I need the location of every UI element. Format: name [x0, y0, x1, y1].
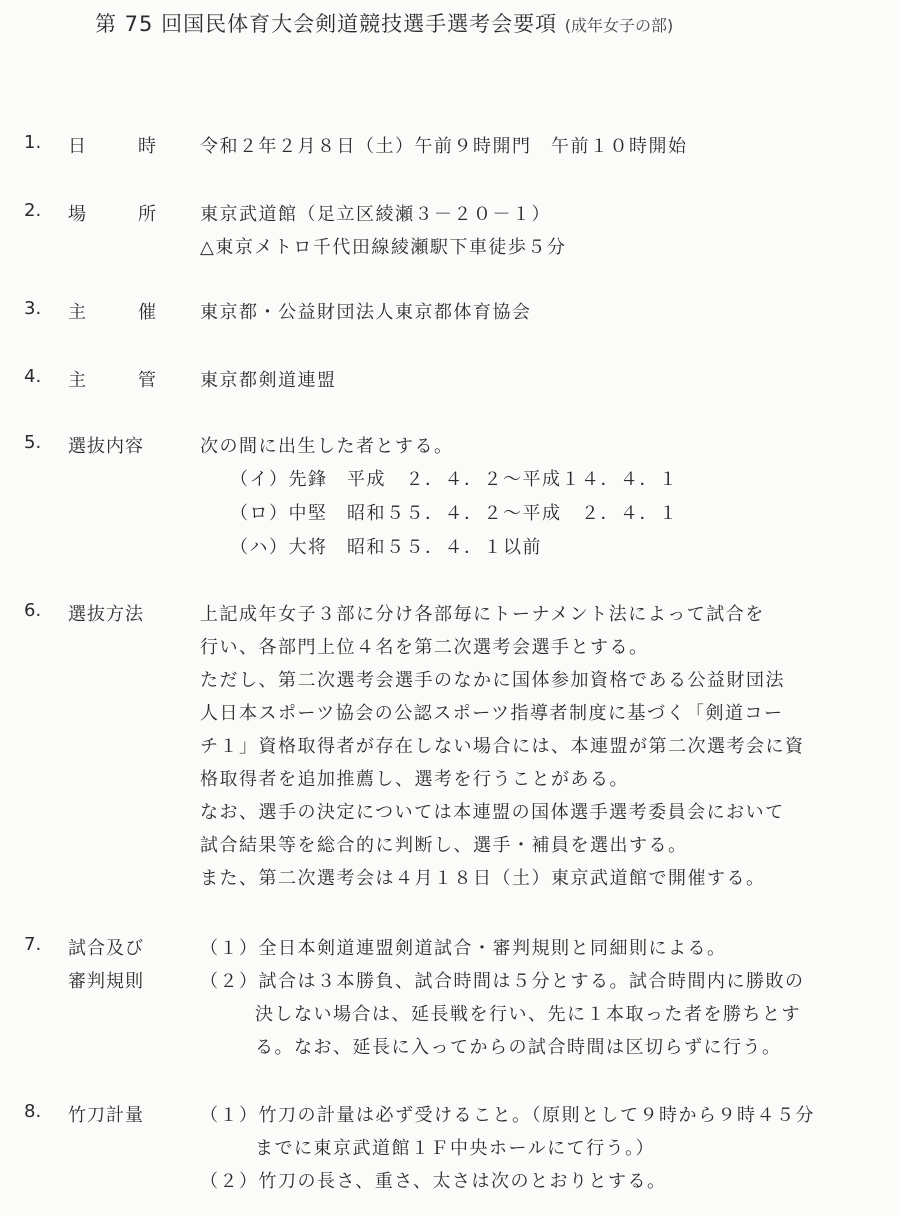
section-6-line: 試合結果等を総合的に判断し、選手・補員を選出する。: [200, 835, 688, 856]
section-7-line: （１）全日本剣道連盟剣道試合・審判規則と同細則による。: [200, 938, 727, 959]
section-5-number: 5.: [24, 432, 42, 453]
title-main: 第 75 回国民体育大会剣道競技選手選考会要項: [95, 12, 558, 36]
section-2-line: 東京武道館（足立区綾瀬３－２０－１）: [200, 204, 551, 225]
section-7-line: （２）試合は３本勝負、試合時間は５分とする。試合時間内に勝敗の: [200, 971, 805, 992]
section-6-line: ただし、第二次選考会選手のなかに国体参加資格である公益財団法: [200, 670, 785, 691]
section-7-number: 7.: [24, 934, 42, 955]
section-2-label: 場 所: [68, 204, 156, 225]
section-7-line: 決しない場合は、延長戦を行い、先に１本取った者を勝ちとす: [255, 1004, 801, 1025]
section-6-line: また、第二次選考会は４月１８日（土）東京武道館で開催する。: [200, 868, 766, 889]
section-7-label: 試合及び: [68, 938, 144, 959]
section-7-label: 審判規則: [68, 971, 144, 992]
section-6-line: なお、選手の決定については本連盟の国体選手選考委員会において: [200, 802, 785, 823]
section-4-label: 主 管: [68, 370, 156, 391]
title-subtitle: (成年女子の部): [564, 16, 674, 35]
section-6-line: 人日本スポーツ協会の公認スポーツ指導者制度に基づく「剣道コー: [200, 703, 784, 724]
section-6-line: 上記成年女子３部に分け各部毎にトーナメント法によって試合を: [200, 604, 765, 625]
section-8-label: 竹刀計量: [68, 1105, 144, 1126]
section-5-item: （イ）先鋒 平成 ２．４．２～平成１４．４．１: [230, 469, 679, 490]
section-6-number: 6.: [24, 600, 42, 621]
section-1-number: 1.: [24, 132, 42, 153]
section-5-item: （ロ）中堅 昭和５５．４．２～平成 ２．４．１: [230, 503, 679, 524]
section-1-label: 日 時: [68, 136, 156, 157]
section-8-number: 8.: [24, 1101, 42, 1122]
section-5-line: 次の間に出生した者とする。: [200, 436, 454, 457]
section-5-label: 選抜内容: [68, 436, 144, 457]
section-6-label: 選抜方法: [68, 604, 144, 625]
section-4-number: 4.: [24, 366, 42, 387]
section-5-item: （ハ）大将 昭和５５．４．１以前: [230, 537, 542, 558]
section-2-line: △東京メトロ千代田線綾瀬駅下車徒歩５分: [200, 237, 567, 258]
section-7-line: る。なお、延長に入ってからの試合時間は区切らずに行う。: [255, 1037, 782, 1058]
section-8-line: （１）竹刀の計量は必ず受けること。（原則として９時から９時４５分: [200, 1105, 815, 1126]
section-6-line: 行い、各部門上位４名を第二次選考会選手とする。: [200, 637, 649, 658]
section-8-line: までに東京武道館１Ｆ中央ホールにて行う。）: [255, 1138, 656, 1159]
section-3-label: 主 催: [68, 302, 156, 323]
section-6-line: チ１」資格取得者が存在しない場合には、本連盟が第二次選考会に資: [200, 736, 805, 757]
section-4-line: 東京都剣道連盟: [200, 370, 337, 391]
section-6-line: 格取得者を追加推薦し、選考を行うことがある。: [200, 769, 629, 790]
section-3-number: 3.: [24, 298, 42, 319]
section-8-line: （２）竹刀の長さ、重さ、太さは次のとおりとする。: [200, 1171, 667, 1192]
section-2-number: 2.: [24, 200, 42, 221]
section-1-line: 令和２年２月８日（土）午前９時開門 午前１０時開始: [200, 136, 688, 157]
section-3-line: 東京都・公益財団法人東京都体育協会: [200, 302, 532, 323]
document-title: [95, 8, 673, 38]
